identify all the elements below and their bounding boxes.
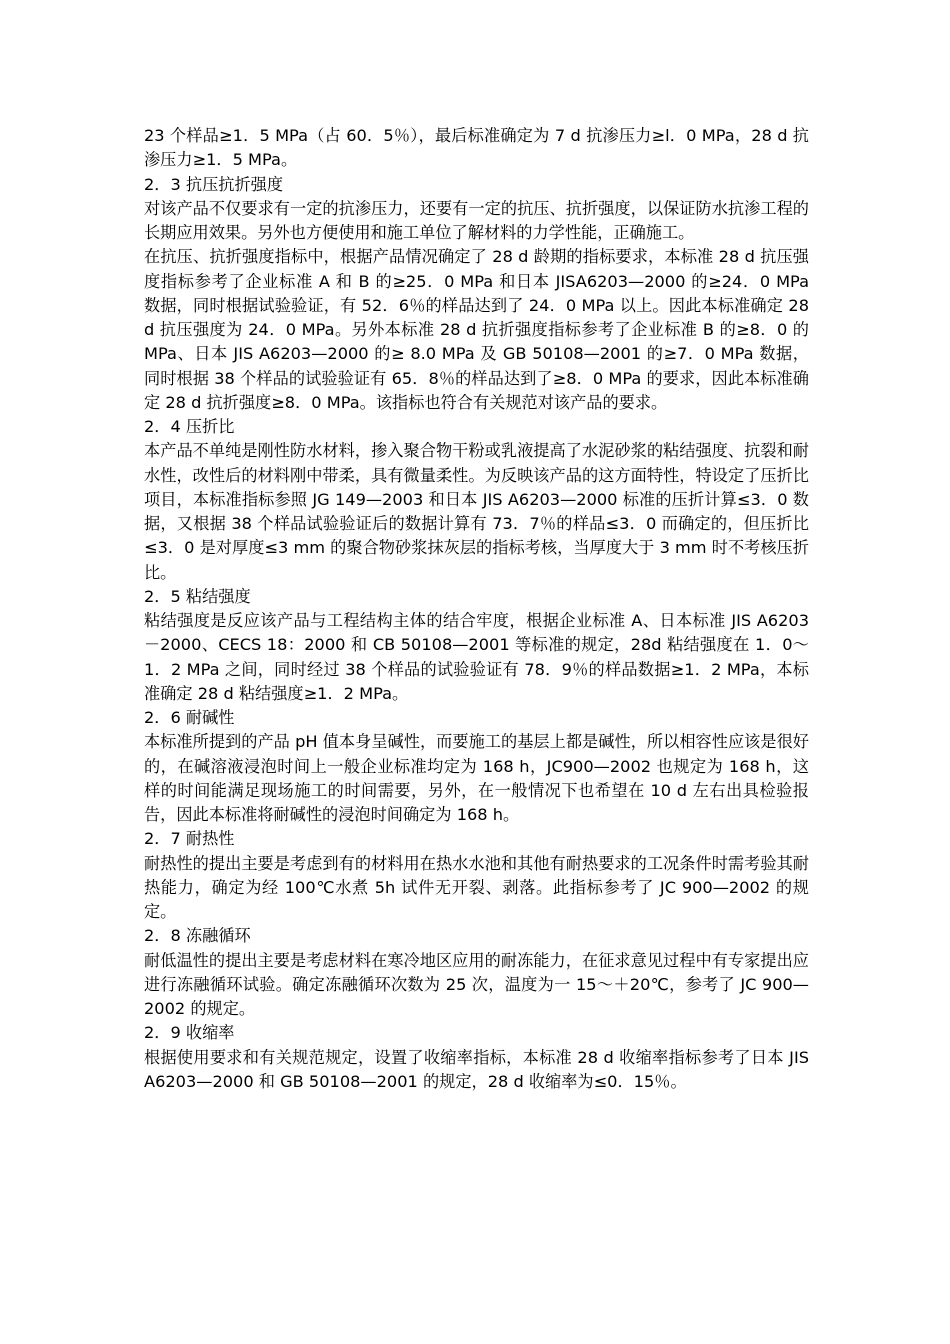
paragraph-2-8: 耐低温性的提出主要是考虑材料在寒冷地区应用的耐冻能力，在征求意见过程中有专家提出应进行冻融循环试验。确定冻融循环次数为 25 次，温度为一 15～＋20℃，参考了 JC 900—2002 的规定。 xyxy=(144,950,809,1018)
paragraph-2-9: 根据使用要求和有关规范规定，设置了收缩率指标，本标准 28 d 收缩率指标参考了日本 JIS A6203—2000 和 GB 50108—2001 的规定，28 d 收缩率为≤0．15％。 xyxy=(144,1047,809,1091)
heading-2-4: 2．4 压折比 xyxy=(144,417,235,436)
heading-2-8: 2．8 冻融循环 xyxy=(144,926,251,946)
paragraph-2-2-tail: 23 个样品≥1．5 MPa（占 60．5％），最后标准确定为 7 d 抗渗压力≥l．0 MPa，28 d 抗渗压力≥1．5 MPa。 xyxy=(144,126,809,170)
heading-2-7: 2．7 耐热性 xyxy=(144,829,235,849)
paragraph-2-4: 本产品不单纯是刚性防水材料，掺入聚合物干粉或乳液提高了水泥砂浆的粘结强度、抗裂和耐水性，改性后的材料刚中带柔，具有微量柔性。为反映该产品的这方面特性，特设定了压折比项目，本标准指标参照 JG 149—2003 和日本 JIS A6203—2000 标准的压折计算≤3．0 数据，又根据 38 个样品试验验证后的数据计算有 73．7％的样品≤3．0 而确定的，但压折比≤3．0 是对厚度≤3 mm 的聚合物砂浆抹灰层的指标考核，当厚度大于 3 mm 时不考核压折比。 xyxy=(144,441,809,582)
heading-2-9: 2．9 收缩率 xyxy=(144,1023,235,1043)
paragraph-2-6: 本标准所提到的产品 pH 值本身呈碱性，而要施工的基层上都是碱性，所以相容性应该是很好的，在碱溶液浸泡时间上一般企业标准均定为 168 h，JC900—2002 也规定为 168 h，这样的时间能满足现场施工的时间需要，另外，在一般情况下也希望在 10 d 左右出具检验报告，因此本标准将耐碱性的浸泡时间确定为 168 h。 xyxy=(144,732,809,824)
heading-2-6: 2．6 耐碱性 xyxy=(144,708,235,727)
paragraph-2-5: 粘结强度是反应该产品与工程结构主体的结合牢度，根据企业标准 A、日本标准 JIS A6203－2000、CECS 18：2000 和 CB 50108—2001 等标准的规定，28d 粘结强度在 1．0～1．2 MPa 之间，同时经过 38 个样品的试验验证有 78．9％的样品数据≥1．2 MPa，本标准确定 28 d 粘结强度≥1．2 MPa。 xyxy=(144,611,809,703)
paragraph-2-3-a: 对该产品不仅要求有一定的抗渗压力，还要有一定的抗压、抗折强度，以保证防水抗渗工程的长期应用效果。另外也方便使用和施工单位了解材料的力学性能，正确施工。 xyxy=(144,198,809,242)
heading-2-5: 2．5 粘结强度 xyxy=(144,586,251,606)
paragraph-2-7: 耐热性的提出主要是考虑到有的材料用在热水水池和其他有耐热要求的工况条件时需考验其耐热能力，确定为经 100℃水煮 5h 试件无开裂、剥落。此指标参考了 JC 900—2002 的规定。 xyxy=(144,853,809,921)
document-page xyxy=(144,124,809,1094)
heading-2-3: 2．3 抗压抗折强度 xyxy=(144,174,284,194)
paragraph-2-3-b: 在抗压、抗折强度指标中，根据产品情况确定了 28 d 龄期的指标要求，本标准 28 d 抗压强度指标参考了企业标准 A 和 B 的≥25．0 MPa 和日本 JISA6203—2000 的≥24．0 MPa 数据，同时根据试验验证，有 52．6％的样品达到了 24．0 MPa 以上。因此本标准确定 28 d 抗压强度为 24．0 MPa。另外本标准 28 d 抗折强度指标参考了企业标准 B 的≥8．0 的 MPa、日本 JIS A6203—2000 的≥ 8.0 MPa 及 GB 50108—2001 的≥7．0 MPa 数据，同时根据 38 个样品的试验验证有 65．8％的样品达到了≥8．0 MPa 的要求，因此本标准确定 28 d 抗折强度≥8．0 MPa。该指标也符合有关规范对该产品的要求。 xyxy=(144,247,809,412)
